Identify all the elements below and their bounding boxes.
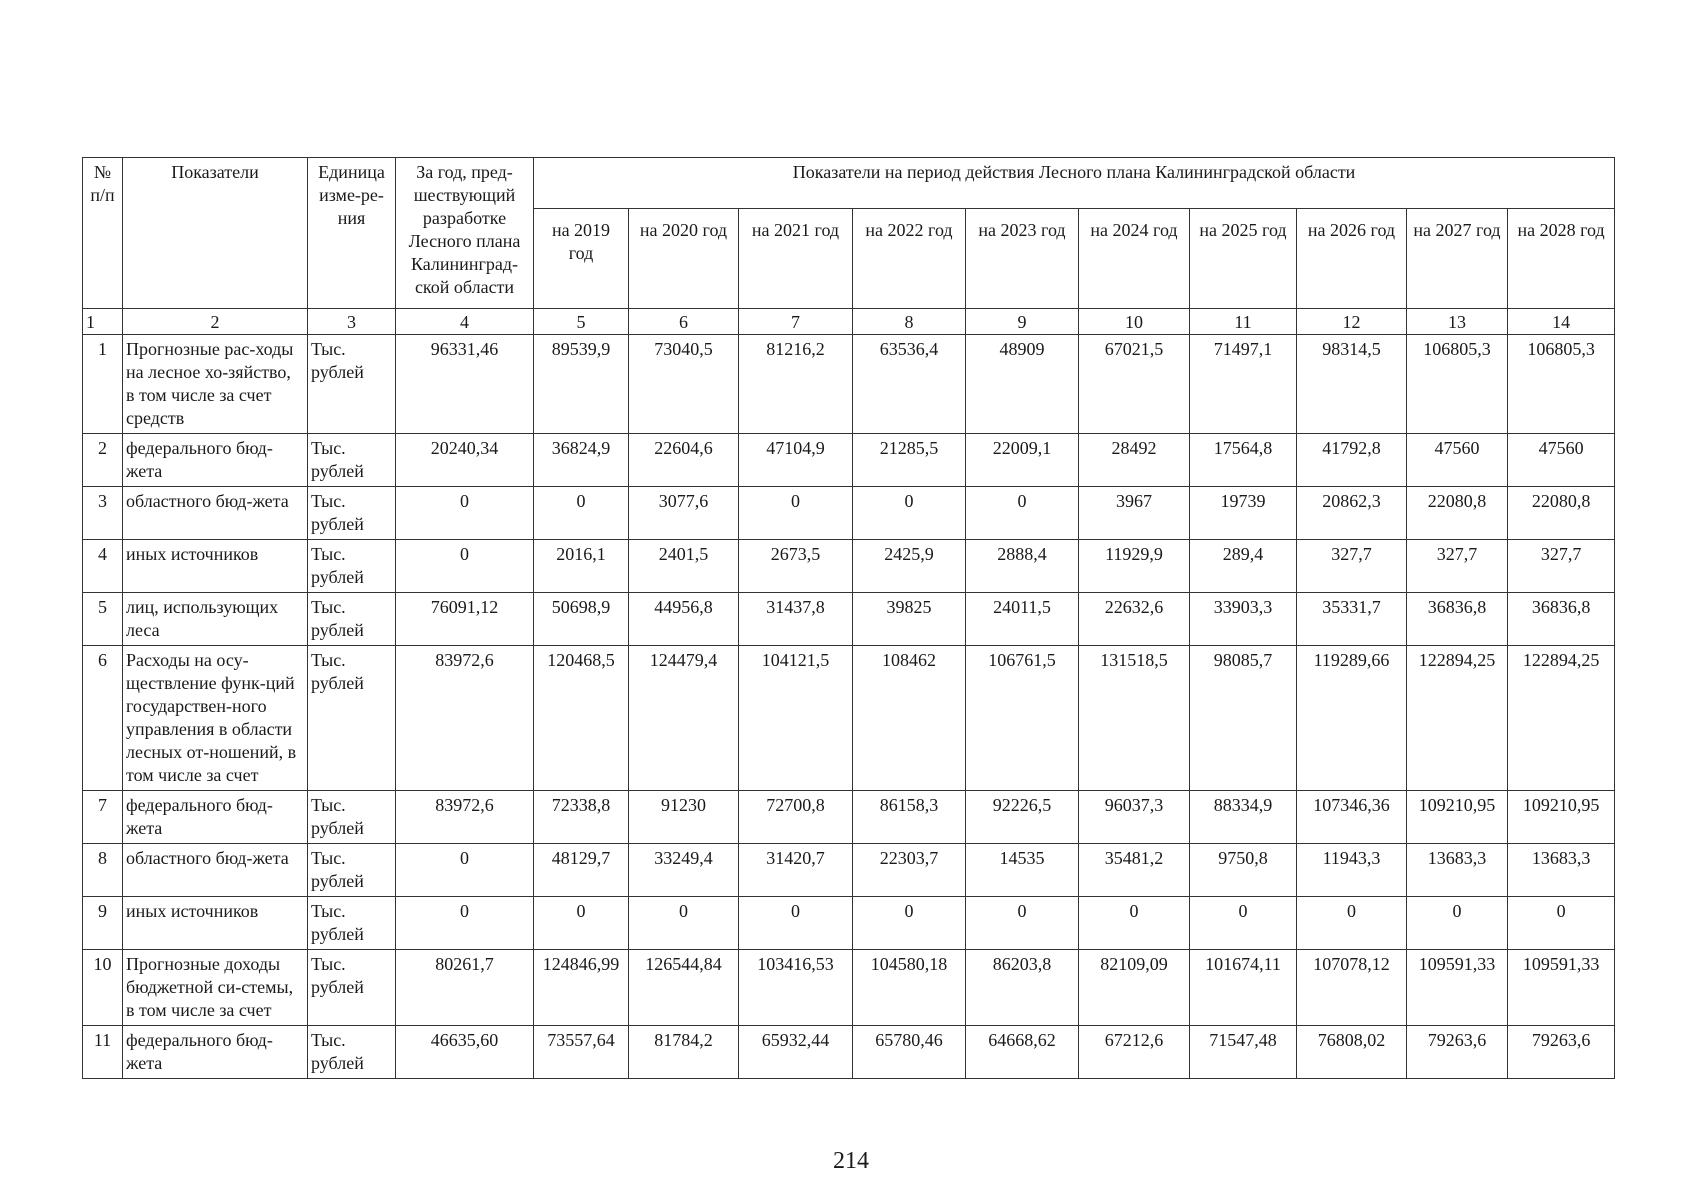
row-value: 73557,64: [534, 1026, 629, 1079]
row-value: 0: [1407, 897, 1508, 950]
row-value: 44956,8: [629, 593, 739, 646]
row-value: 0: [396, 487, 534, 540]
row-value: 35331,7: [1297, 593, 1407, 646]
row-value: 327,7: [1508, 540, 1615, 593]
column-number: 3: [308, 309, 396, 335]
row-value: 120468,5: [534, 646, 629, 791]
table-row: [83, 540, 1615, 593]
row-value: 109210,95: [1407, 791, 1508, 844]
row-value: 64668,62: [966, 1026, 1079, 1079]
row-number: 7: [83, 791, 123, 844]
column-number: 12: [1297, 309, 1407, 335]
header-year: на 2019 год: [534, 209, 629, 309]
header-year: на 2025 год: [1190, 209, 1297, 309]
table-row: [83, 950, 1615, 1026]
row-value: 50698,9: [534, 593, 629, 646]
row-value: 47560: [1407, 434, 1508, 487]
row-value: 46635,60: [396, 1026, 534, 1079]
column-number: 4: [396, 309, 534, 335]
row-value: 36836,8: [1508, 593, 1615, 646]
row-value: 79263,6: [1508, 1026, 1615, 1079]
header-num: № п/п: [83, 158, 123, 309]
row-value: 47104,9: [739, 434, 853, 487]
table-row: [83, 593, 1615, 646]
header-unit: Единица изме-ре-ния: [308, 158, 396, 309]
row-value: 103416,53: [739, 950, 853, 1026]
row-indicator: Прогнозные доходы бюджетной си-стемы, в том числе за счет: [123, 950, 308, 1026]
row-value: 65780,46: [853, 1026, 966, 1079]
row-number: 2: [83, 434, 123, 487]
row-number: 4: [83, 540, 123, 593]
row-value: 0: [396, 844, 534, 897]
row-value: 2016,1: [534, 540, 629, 593]
row-value: 0: [739, 487, 853, 540]
row-value: 91230: [629, 791, 739, 844]
row-value: 131518,5: [1079, 646, 1190, 791]
row-value: 39825: [853, 593, 966, 646]
row-value: 0: [853, 897, 966, 950]
row-value: 0: [396, 540, 534, 593]
row-value: 41792,8: [1297, 434, 1407, 487]
row-value: 36824,9: [534, 434, 629, 487]
column-number: 10: [1079, 309, 1190, 335]
row-indicator: федерального бюд-жета: [123, 791, 308, 844]
row-indicator: Прогнозные рас-ходы на лесное хо-зяйство, в том числе за счет средств: [123, 335, 308, 434]
row-value: 22080,8: [1407, 487, 1508, 540]
row-value: 33903,3: [1190, 593, 1297, 646]
column-number: 7: [739, 309, 853, 335]
row-unit: Тыс. рублей: [308, 950, 396, 1026]
row-value: 0: [1297, 897, 1407, 950]
row-value: 289,4: [1190, 540, 1297, 593]
row-value: 101674,11: [1190, 950, 1297, 1026]
row-value: 104121,5: [739, 646, 853, 791]
row-value: 98314,5: [1297, 335, 1407, 434]
row-value: 3967: [1079, 487, 1190, 540]
row-value: 119289,66: [1297, 646, 1407, 791]
row-unit: Тыс. рублей: [308, 791, 396, 844]
column-number: 8: [853, 309, 966, 335]
row-value: 13683,3: [1407, 844, 1508, 897]
row-value: 83972,6: [396, 791, 534, 844]
row-value: 21285,5: [853, 434, 966, 487]
row-value: 20240,34: [396, 434, 534, 487]
row-value: 2888,4: [966, 540, 1079, 593]
row-number: 6: [83, 646, 123, 791]
row-value: 107078,12: [1297, 950, 1407, 1026]
row-unit: Тыс. рублей: [308, 540, 396, 593]
table-row: [83, 335, 1615, 434]
row-value: 76091,12: [396, 593, 534, 646]
row-indicator: иных источников: [123, 540, 308, 593]
row-value: 22303,7: [853, 844, 966, 897]
table-body: [83, 335, 1615, 1079]
row-value: 11929,9: [1079, 540, 1190, 593]
row-number: 5: [83, 593, 123, 646]
row-indicator: иных источников: [123, 897, 308, 950]
column-number: 9: [966, 309, 1079, 335]
row-value: 81784,2: [629, 1026, 739, 1079]
column-number: 13: [1407, 309, 1508, 335]
row-unit: Тыс. рублей: [308, 897, 396, 950]
forest-plan-indicators-table: [82, 157, 1615, 1079]
row-value: 327,7: [1407, 540, 1508, 593]
row-value: 81216,2: [739, 335, 853, 434]
header-year: на 2026 год: [1297, 209, 1407, 309]
row-number: 10: [83, 950, 123, 1026]
row-value: 35481,2: [1079, 844, 1190, 897]
row-value: 0: [396, 897, 534, 950]
row-value: 126544,84: [629, 950, 739, 1026]
row-unit: Тыс. рублей: [308, 1026, 396, 1079]
row-indicator: федерального бюд-жета: [123, 434, 308, 487]
row-value: 122894,25: [1508, 646, 1615, 791]
row-value: 14535: [966, 844, 1079, 897]
row-unit: Тыс. рублей: [308, 434, 396, 487]
row-value: 24011,5: [966, 593, 1079, 646]
row-value: 67021,5: [1079, 335, 1190, 434]
row-value: 9750,8: [1190, 844, 1297, 897]
row-indicator: областного бюд-жета: [123, 487, 308, 540]
row-unit: Тыс. рублей: [308, 844, 396, 897]
row-value: 19739: [1190, 487, 1297, 540]
row-number: 1: [83, 335, 123, 434]
header-year: на 2021 год: [739, 209, 853, 309]
row-value: 47560: [1508, 434, 1615, 487]
row-value: 31437,8: [739, 593, 853, 646]
row-value: 96331,46: [396, 335, 534, 434]
table-row: [83, 487, 1615, 540]
row-value: 109591,33: [1407, 950, 1508, 1026]
row-value: 48129,7: [534, 844, 629, 897]
row-value: 72338,8: [534, 791, 629, 844]
row-value: 0: [966, 487, 1079, 540]
row-unit: Тыс. рублей: [308, 487, 396, 540]
row-number: 11: [83, 1026, 123, 1079]
row-value: 65932,44: [739, 1026, 853, 1079]
row-value: 96037,3: [1079, 791, 1190, 844]
row-value: 106805,3: [1407, 335, 1508, 434]
row-value: 104580,18: [853, 950, 966, 1026]
row-number: 3: [83, 487, 123, 540]
header-year: на 2020 год: [629, 209, 739, 309]
row-value: 67212,6: [1079, 1026, 1190, 1079]
row-value: 22632,6: [1079, 593, 1190, 646]
row-value: 122894,25: [1407, 646, 1508, 791]
row-value: 86158,3: [853, 791, 966, 844]
row-value: 83972,6: [396, 646, 534, 791]
column-number: 5: [534, 309, 629, 335]
row-value: 0: [739, 897, 853, 950]
row-value: 89539,9: [534, 335, 629, 434]
header-indicator: Показатели: [123, 158, 308, 309]
row-value: 107346,36: [1297, 791, 1407, 844]
row-value: 31420,7: [739, 844, 853, 897]
row-value: 79263,6: [1407, 1026, 1508, 1079]
column-number: 6: [629, 309, 739, 335]
header-year: на 2027 год: [1407, 209, 1508, 309]
row-unit: Тыс. рублей: [308, 335, 396, 434]
row-value: 72700,8: [739, 791, 853, 844]
row-indicator: областного бюд-жета: [123, 844, 308, 897]
row-value: 106805,3: [1508, 335, 1615, 434]
header-year: на 2028 год: [1508, 209, 1615, 309]
table-row: [83, 844, 1615, 897]
row-value: 2401,5: [629, 540, 739, 593]
row-value: 82109,09: [1079, 950, 1190, 1026]
row-value: 13683,3: [1508, 844, 1615, 897]
page-number: 214: [833, 1148, 869, 1174]
header-year: на 2024 год: [1079, 209, 1190, 309]
row-value: 0: [1508, 897, 1615, 950]
header-year: на 2022 год: [853, 209, 966, 309]
row-value: 109210,95: [1508, 791, 1615, 844]
row-value: 20862,3: [1297, 487, 1407, 540]
header-year: на 2023 год: [966, 209, 1079, 309]
column-number: 2: [123, 309, 308, 335]
row-value: 0: [534, 487, 629, 540]
row-value: 71497,1: [1190, 335, 1297, 434]
row-unit: Тыс. рублей: [308, 646, 396, 791]
row-value: 80261,7: [396, 950, 534, 1026]
row-unit: Тыс. рублей: [308, 593, 396, 646]
row-value: 22080,8: [1508, 487, 1615, 540]
column-number: 1: [83, 309, 123, 335]
row-value: 86203,8: [966, 950, 1079, 1026]
table-row: [83, 434, 1615, 487]
row-number: 8: [83, 844, 123, 897]
table-row: [83, 646, 1615, 791]
row-value: 0: [853, 487, 966, 540]
row-value: 48909: [966, 335, 1079, 434]
row-value: 98085,7: [1190, 646, 1297, 791]
row-value: 73040,5: [629, 335, 739, 434]
row-value: 124479,4: [629, 646, 739, 791]
row-value: 88334,9: [1190, 791, 1297, 844]
header-period: Показатели на период действия Лесного плана Калининградской области: [534, 158, 1615, 209]
row-value: 0: [1190, 897, 1297, 950]
header-prev-year: За год, пред-шествующий разработке Лесного плана Калининград-ской области: [396, 158, 534, 309]
table-row: [83, 897, 1615, 950]
row-value: 0: [629, 897, 739, 950]
row-value: 106761,5: [966, 646, 1079, 791]
row-value: 124846,99: [534, 950, 629, 1026]
table-row: [83, 1026, 1615, 1079]
row-value: 3077,6: [629, 487, 739, 540]
row-value: 33249,4: [629, 844, 739, 897]
table-row: [83, 791, 1615, 844]
row-value: 109591,33: [1508, 950, 1615, 1026]
row-value: 2425,9: [853, 540, 966, 593]
row-indicator: лиц, использующих леса: [123, 593, 308, 646]
row-value: 2673,5: [739, 540, 853, 593]
row-indicator: федерального бюд-жета: [123, 1026, 308, 1079]
row-value: 108462: [853, 646, 966, 791]
row-value: 22604,6: [629, 434, 739, 487]
row-value: 22009,1: [966, 434, 1079, 487]
row-indicator: Расходы на осу-ществление функ-ций государствен-ного управления в области лесных от-ношений, в том числе за счет: [123, 646, 308, 791]
row-value: 0: [966, 897, 1079, 950]
row-value: 0: [1079, 897, 1190, 950]
row-number: 9: [83, 897, 123, 950]
row-value: 327,7: [1297, 540, 1407, 593]
row-value: 11943,3: [1297, 844, 1407, 897]
row-value: 28492: [1079, 434, 1190, 487]
row-value: 36836,8: [1407, 593, 1508, 646]
column-number: 11: [1190, 309, 1297, 335]
row-value: 0: [534, 897, 629, 950]
row-value: 63536,4: [853, 335, 966, 434]
column-number: 14: [1508, 309, 1615, 335]
row-value: 76808,02: [1297, 1026, 1407, 1079]
row-value: 17564,8: [1190, 434, 1297, 487]
row-value: 92226,5: [966, 791, 1079, 844]
row-value: 71547,48: [1190, 1026, 1297, 1079]
